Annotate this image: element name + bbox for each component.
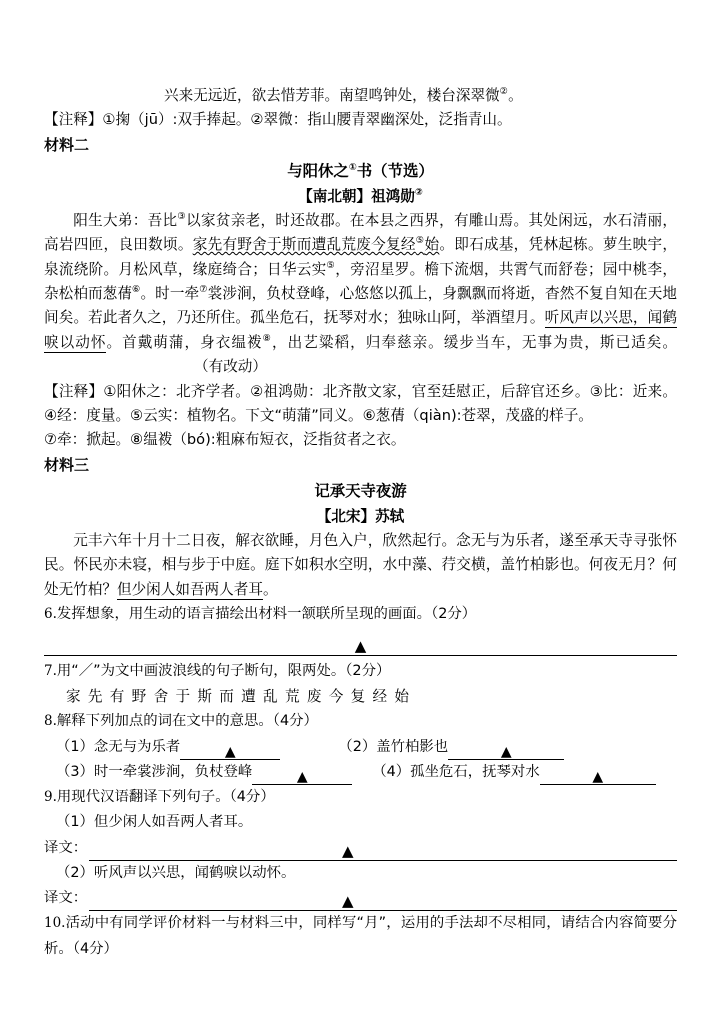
question-8-item-4-label: （4）孤坐危石，抚琴对水 — [372, 763, 540, 780]
material-two-author-text: 【南北朝】祖鸿勋 — [298, 187, 415, 205]
question-6-text: 发挥想象，用生动的语言描绘出材料一颔联所呈现的画面。（2分） — [56, 606, 477, 623]
question-7-number: 7. — [44, 662, 57, 679]
material-two-body — [44, 209, 677, 380]
material-three-body — [44, 529, 677, 602]
body-seg-1: 阳生大弟：吾比 — [73, 211, 178, 229]
question-8-item-3-blank[interactable] — [252, 766, 352, 785]
material-two-notes-line-2: ⑦牵：掀起。⑧缊袯（bó):粗麻布短衣，泛指贫者之衣。 — [44, 431, 406, 449]
material-three-seg-1: 元丰六年十月十二日夜，解衣欲睡，月色入户，欣然起行。念无与为乐者，遂至承天寺寻张怀民。怀民亦未寝，相与步于中庭。庭下如积水空明，水中藻、荇交横，盖竹柏影也。何夜无月？何处无竹柏？ — [44, 531, 677, 598]
question-8-item-4 — [372, 760, 655, 785]
question-9-number: 9. — [44, 788, 57, 805]
question-8-item-4-blank[interactable] — [540, 766, 656, 785]
question-8-row-1 — [44, 735, 677, 760]
question-8-item-2-label: （2）盖竹柏影也 — [338, 738, 449, 755]
body-seg-7: 。首戴萌蒲，身衣缊袯 — [106, 333, 263, 351]
material-two-title-note-marker: ① — [348, 161, 357, 173]
question-7 — [44, 656, 677, 685]
poem-tail-period: 。 — [508, 87, 523, 104]
spacer — [352, 760, 372, 785]
material-two-notes-line-1: 【注释】①阳休之：北齐学者。②祖鸿勋：北齐散文家，官至廷慰正，后辞官还乡。③比：近来。④经：度量。⑤云实：植物名。下文“萌蒲”同义。⑥葱蒨（qiàn):苍翠，茂盛的样子。 — [44, 382, 677, 425]
material-three-label: 材料三 — [44, 455, 90, 474]
translation-label: 译文： — [44, 890, 88, 907]
question-8-text: 解释下列加点的词在文中的意思。（4分） — [56, 713, 318, 730]
question-8-item-2 — [338, 735, 564, 760]
material-two-author — [44, 184, 677, 209]
body-seg-2: 以家贫亲老，时还故郡。在本县之西界，有雕山焉。其处闲远，水石清丽，高岩四匝，良田数顷。 — [44, 211, 677, 254]
answer-triangle-icon: ▲ — [342, 841, 354, 860]
body-note-marker-6: ⑥ — [132, 284, 141, 296]
translation-answer-line[interactable] — [89, 888, 677, 911]
body-seg-4: ，旁沼星罗。檐下流烟，共霄气而舒卷；园中桃李，杂松柏而葱蒨 — [44, 260, 677, 303]
underlined-sentence-wind-crane: 听风声以兴思，闻鹤唳以动怀 — [44, 309, 677, 351]
answer-triangle-icon: ▲ — [500, 743, 512, 760]
material-two-title-prefix: 与阳休之 — [287, 161, 349, 180]
body-seg-8: ，出艺粱稻，归奉慈亲。缓步当车，无事为贵，斯已适矣。 — [272, 333, 677, 351]
answer-triangle-icon: ▲ — [592, 768, 604, 785]
material-two-attribution: （有改动） — [194, 358, 267, 376]
material-two-title — [44, 158, 677, 184]
answer-triangle-icon: ▲ — [296, 768, 308, 785]
question-10-number: 10. — [44, 915, 66, 932]
translation-label: 译文： — [44, 839, 88, 856]
question-9-text: 用现代汉语翻译下列句子。（4分） — [56, 788, 275, 805]
question-10-text: 活动中有同学评价材料一与材料三中，同样写“月”，运用的手法却不尽相同，请结合内容简要分析。（4分） — [44, 915, 677, 957]
body-note-marker-8: ⑧ — [262, 332, 273, 344]
body-note-marker-7: ⑦ — [199, 284, 208, 296]
material-two-title-suffix: 书（节选） — [356, 161, 434, 180]
poem-tail-note-marker: ② — [499, 86, 509, 98]
question-8-item-3 — [56, 760, 352, 785]
material-two-label: 材料二 — [44, 135, 90, 154]
wavy-underlined-sentence — [193, 236, 440, 253]
question-9 — [44, 785, 677, 811]
question-8-item-1 — [56, 735, 280, 760]
question-7-sentence-to-punctuate[interactable]: 家先有野舍于斯而遭乱荒废今复经始 — [66, 688, 417, 706]
material-three-author: 【北宋】苏轼 — [316, 507, 405, 525]
wavy-note-marker: ⑤ — [415, 235, 425, 247]
body-note-marker-5: ⑤ — [326, 259, 336, 271]
wavy-seg-a: 家先有野舍于斯而遭乱荒废今复经 — [192, 236, 416, 254]
question-7-text: 用“／”为文中画波浪线的句子断句，限两处。（2分） — [56, 662, 391, 679]
question-9-item-2: （2）听风声以兴思，闻鹤唳以动怀。 — [56, 864, 296, 881]
body-seg-6: 裳涉涧，负杖登峰，心悠悠以孤上，身飘飘而将逝，杳然不复自知在天地间矣。若此者久之，乃还所住。孤坐危石，抚琴对水；独咏山阿，举酒望月。 — [44, 285, 677, 327]
question-8-row-2 — [44, 760, 677, 785]
question-9-item-1: （1）但少闲人如吾两人者耳。 — [56, 814, 253, 831]
material-one-notes: 【注释】①掬（jū）:双手捧起。②翠微：指山腰青翠幽深处，泛指青山。 — [44, 111, 512, 129]
answer-triangle-icon: ▲ — [224, 743, 236, 760]
translation-answer-line[interactable] — [89, 838, 677, 861]
underlined-sentence-idle-men: 但少闲人如吾两人者耳 — [116, 580, 263, 598]
body-note-marker-3: ③ — [177, 210, 187, 222]
question-6 — [44, 602, 677, 628]
question-6-number: 6. — [44, 606, 57, 623]
answer-triangle-icon: ▲ — [342, 892, 354, 911]
material-three-title: 记承天寺夜游 — [314, 481, 407, 500]
body-seg-3: 。即石成基，凭林起栋。萝生映宇，泉流绕阶。月松风草，缘庭绮合；日华云实 — [44, 236, 677, 278]
question-8-item-1-label: （1）念无与为乐者 — [56, 738, 181, 755]
poem-tail-text: 兴来无远近，欲去惜芳菲。南望鸣钟处，楼台深翠微 — [164, 87, 500, 104]
answer-triangle-icon: ▲ — [354, 636, 367, 655]
question-8 — [44, 709, 677, 735]
material-two-author-note-marker: ② — [414, 186, 423, 198]
spacer — [280, 735, 338, 760]
question-9-item-1-answer[interactable] — [44, 836, 677, 861]
question-9-item-2-answer[interactable] — [44, 886, 677, 911]
question-8-item-1-blank[interactable] — [180, 741, 280, 760]
poem-tail-line — [44, 84, 677, 108]
question-6-answer-line[interactable] — [44, 628, 677, 656]
material-three-seg-2: 。 — [262, 580, 278, 598]
question-8-item-3-label: （3）时一牵裳涉涧，负杖登峰 — [56, 763, 253, 780]
wavy-seg-b: 始 — [424, 236, 440, 254]
question-8-item-2-blank[interactable] — [448, 741, 564, 760]
question-10 — [44, 911, 677, 962]
question-8-number: 8. — [44, 713, 57, 730]
body-seg-5: 。时一牵 — [140, 285, 200, 303]
